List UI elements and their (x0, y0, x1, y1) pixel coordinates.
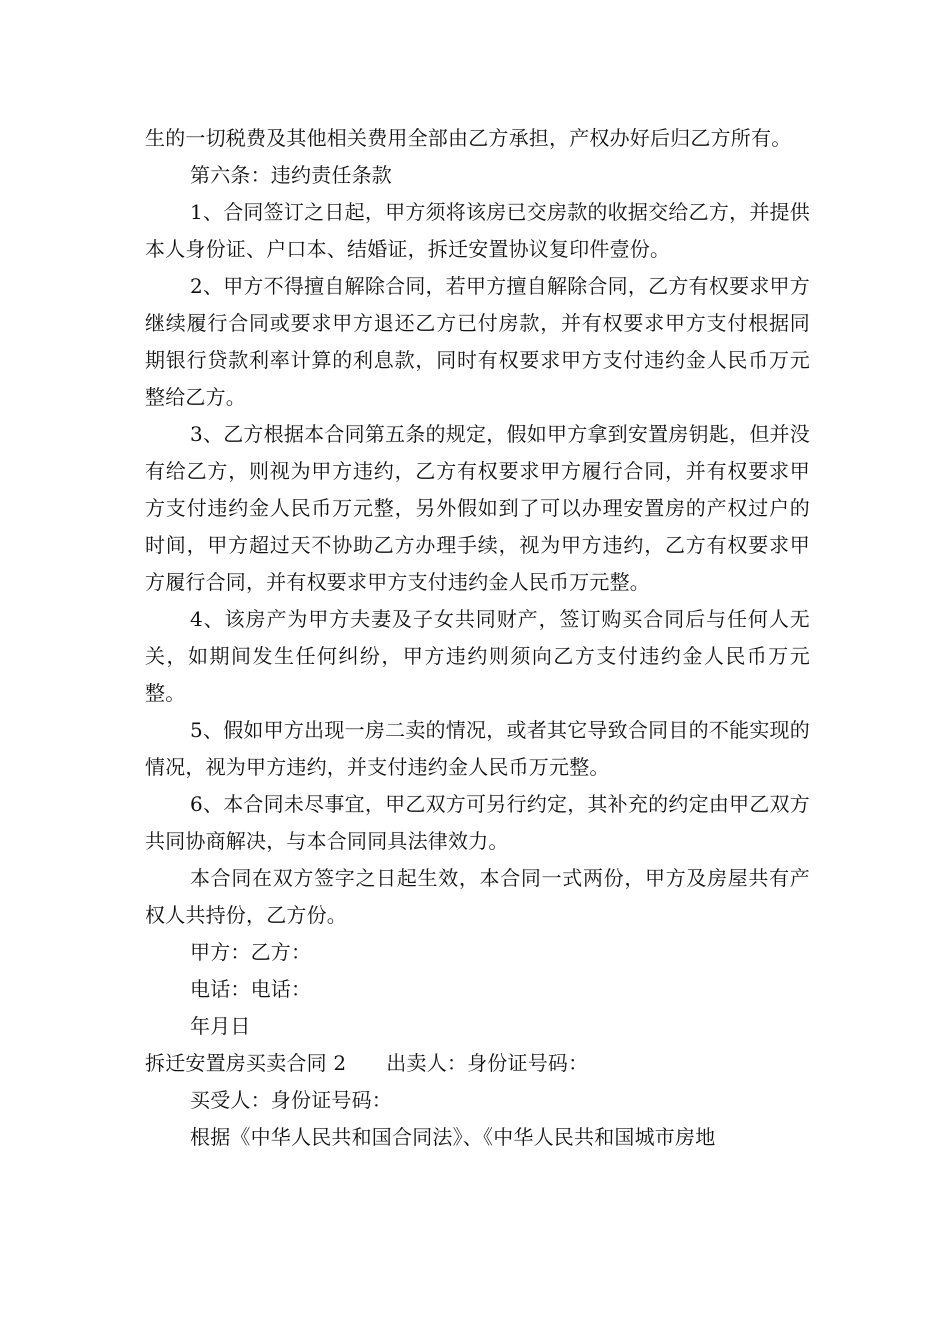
signature-date-line: 年月日 (190, 1014, 251, 1038)
contract-title: 拆迁安置房买卖合同 2 (145, 1051, 347, 1075)
paragraph: 生的一切税费及其他相关费用全部由乙方承担，产权办好后归乙方所有。 (145, 126, 792, 150)
buyer-line: 买受人：身份证号码： (190, 1088, 392, 1112)
seller-line: 出卖人：身份证号码： (386, 1051, 589, 1075)
document-body (145, 120, 810, 1156)
section-heading: 第六条：违约责任条款 (190, 163, 392, 187)
signature-phone-line: 电话：电话： (190, 977, 312, 1001)
contract-heading-row (145, 1045, 810, 1082)
paragraph: 5、假如甲方出现一房二卖的情况，或者其它导致合同目的不能实现的情况，视为甲方违约，并支付违约金人民币万元整。 (145, 718, 810, 779)
paragraph: 4、该房产为甲方夫妻及子女共同财产，签订购买合同后与任何人无关，如期间发生任何纠纷，甲方违约则须向乙方支付违约金人民币万元整。 (145, 607, 810, 705)
paragraph: 6、本合同未尽事宜，甲乙双方可另行约定，其补充的约定由甲乙双方共同协商解决，与本合同同具法律效力。 (145, 792, 810, 853)
signature-party-line: 甲方：乙方： (190, 940, 312, 964)
paragraph: 1、合同签订之日起，甲方须将该房已交房款的收据交给乙方，并提供本人身份证、户口本、结婚证，拆迁安置协议复印件壹份。 (145, 200, 810, 261)
paragraph: 2、甲方不得擅自解除合同，若甲方擅自解除合同，乙方有权要求甲方继续履行合同或要求甲方退还乙方已付房款，并有权要求甲方支付根据同期银行贷款利率计算的利息款，同时有权要求甲方支付违约金人民币万元整给乙方。 (145, 274, 810, 409)
paragraph: 3、乙方根据本合同第五条的规定，假如甲方拿到安置房钥匙，但并没有给乙方，则视为甲方违约，乙方有权要求甲方履行合同，并有权要求甲方支付违约金人民币万元整，另外假如到了可以办理安置房的产权过户的时间，甲方超过天不协助乙方办理手续，视为甲方违约，乙方有权要求甲方履行合同，并有权要求甲方支付违约金人民币万元整。 (145, 422, 810, 594)
paragraph: 根据《中华人民共和国合同法》、《中华人民共和国城市房地 (190, 1125, 716, 1149)
paragraph: 本合同在双方签字之日起生效，本合同一式两份，甲方及房屋共有产权人共持份，乙方份。 (145, 866, 810, 927)
